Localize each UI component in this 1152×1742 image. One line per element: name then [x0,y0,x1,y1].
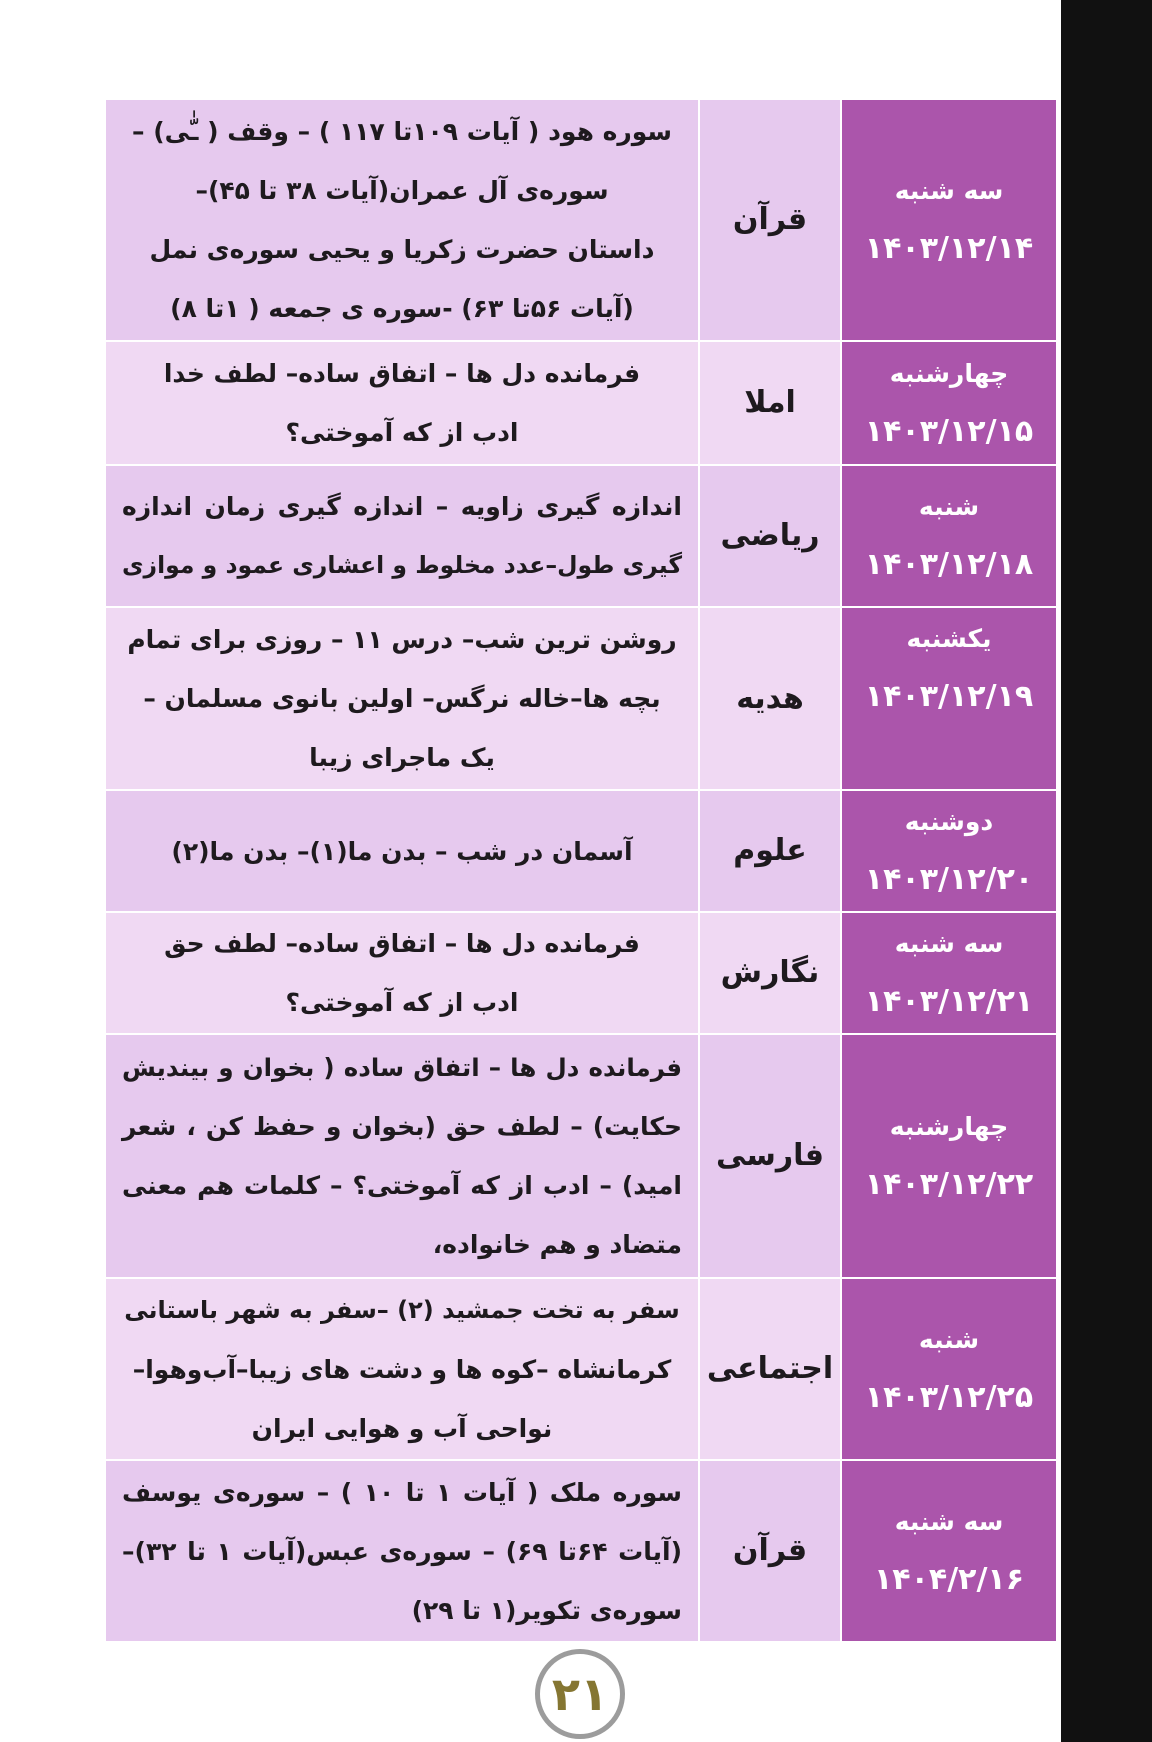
subject-cell [700,100,840,340]
subject-cell [700,608,840,789]
topics-cell [106,1035,698,1277]
subject-cell [700,466,840,606]
topics-cell [106,791,698,911]
exam-date: ۱۴۰۳/۱۲/۲۰ [864,862,1034,897]
topic-line: متضاد و هم خانواده، [432,1230,682,1259]
exam-date: ۱۴۰۳/۱۲/۱۵ [864,414,1034,449]
subject-name: اجتماعی [706,1351,834,1386]
topic-line: اندازه گیری زاویه – اندازه گیری زمان اندازه [122,492,682,521]
topic-line: بچه ها–خاله نرگس– اولین بانوی مسلمان – [143,684,661,713]
date-cell [842,100,1056,340]
subject-name: هدیه [736,680,804,716]
date-cell [842,608,1056,789]
topics-cell [106,608,698,789]
topic-line: سوره هود ( آیات ۱۰۹تا ۱۱۷ ) – وقف ( ـّٰی) – [131,117,673,146]
subject-cell [700,1279,840,1459]
exam-date: ۱۴۰۳/۱۲/۲۲ [864,1167,1034,1202]
black-side-bar [1061,0,1152,1742]
topic-line: (آیات ۶۴تا ۶۹) – سوره‌ی عبس(آیات ۱ تا ۳۲)– [122,1536,682,1566]
subject-name: ریاضی [720,518,820,553]
exam-schedule-table [106,100,1056,1641]
exam-day: چهارشنبه [889,359,1009,388]
topic-line: سفر به تخت جمشید (۲) –سفر به شهر باستانی [124,1295,680,1324]
date-cell [842,466,1056,606]
topic-line: سوره‌ی تکویر(۱ تا ۲۹) [411,1595,682,1625]
subject-name: قرآن [732,202,808,237]
date-cell [842,1035,1056,1277]
page-number: ۲۱ [551,1667,609,1721]
topics-cell [106,913,698,1033]
subject-cell [700,791,840,911]
topic-line: (آیات ۵۶تا ۶۳) -سوره ی جمعه ( ۱تا ۸) [170,294,634,323]
exam-day: شنبه [918,492,980,521]
subject-name: نگارش [720,955,820,990]
topic-line: نواحی آب و هوایی ایران [251,1413,553,1443]
exam-date: ۱۴۰۳/۱۲/۲۵ [864,1380,1034,1415]
exam-date: ۱۴۰۳/۱۲/۱۹ [864,679,1034,714]
topic-line: فرمانده دل ها – اتفاق ساده– لطف حق [164,929,640,958]
subject-name: فارسی [715,1138,825,1173]
topic-line: امید) – ادب از که آموختی؟ – کلمات هم معنی [122,1171,682,1200]
topics-cell [106,1279,698,1459]
date-cell [842,1279,1056,1459]
subject-cell [700,1461,840,1641]
subject-name: املا [744,385,796,420]
topic-line: داستان حضرت زکریا و یحیی سوره‌ی نمل [149,235,655,264]
subject-name: قرآن [732,1533,808,1568]
subject-name: علوم [733,833,807,868]
exam-date: ۱۴۰۴/۲/۱۶ [873,1562,1025,1597]
exam-day: سه شنبه [894,929,1004,958]
exam-date: ۱۴۰۳/۱۲/۲۱ [864,984,1034,1019]
exam-day: سه شنبه [894,1507,1004,1536]
exam-day: یکشنبه [906,624,992,653]
exam-day: شنبه [918,1325,980,1354]
topic-line: حکایت) – لطف حق (بخوان و حفظ کن ، شعر [122,1112,682,1141]
topic-line: سوره‌ی آل عمران(آیات ۳۸ تا ۴۵)– [195,176,609,205]
subject-cell [700,1035,840,1277]
topics-cell [106,100,698,340]
topic-line: ادب از که آموختی؟ [285,418,519,447]
topic-line: سوره ملک ( آیات ۱ تا ۱۰ ) – سوره‌ی یوسف [122,1477,682,1507]
exam-date: ۱۴۰۳/۱۲/۱۸ [864,547,1034,582]
topics-cell [106,1461,698,1641]
exam-date: ۱۴۰۳/۱۲/۱۴ [864,231,1034,266]
topic-line: گیری طول–عدد مخلوط و اعشاری عمود و موازی [122,551,682,579]
subject-cell [700,342,840,464]
exam-day: دوشنبه [904,807,994,836]
topic-line: روشن ترین شب– درس ۱۱ – روزی برای تمام [127,625,677,654]
date-cell [842,791,1056,911]
topics-cell [106,466,698,606]
exam-day: چهارشنبه [889,1112,1009,1141]
date-cell [842,342,1056,464]
topic-line: ادب از که آموختی؟ [285,988,519,1017]
topic-line: فرمانده دل ها – اتفاق ساده ( بخوان و بیندیش [122,1053,682,1082]
exam-day: سه شنبه [894,176,1004,205]
date-cell [842,913,1056,1033]
date-cell [842,1461,1056,1641]
topic-line: یک ماجرای زیبا [309,743,495,772]
page-number-badge [535,1649,625,1739]
subject-cell [700,913,840,1033]
topic-line: فرمانده دل ها – اتفاق ساده– لطف خدا [163,359,641,388]
topic-line: کرمانشاه –کوه ها و دشت های زیبا–آب‌وهوا– [132,1354,672,1384]
topics-cell [106,342,698,464]
topic-line: آسمان در شب – بدن ما(۱)– بدن ما(۲) [171,836,633,866]
